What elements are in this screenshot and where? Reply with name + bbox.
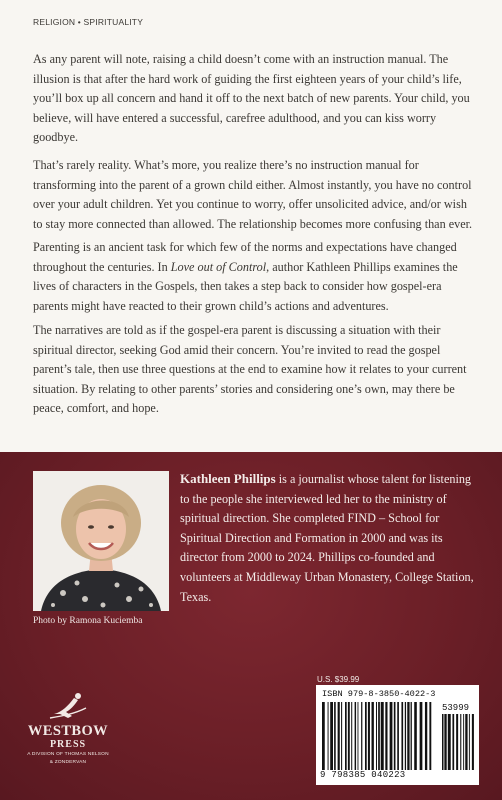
description-paragraph-4: The narratives are told as if the gospel-era parent is discussing a situation with their spiritual director, seeking God amid their concern. You’re invited to read the gospel parent’s tale, then use three questions at the end to examine how it relates to your current situation. By relating to other parents’ stories and considering one’s own, may there be peace, comfort, and hope. (33, 323, 467, 416)
runner-icon (48, 692, 88, 722)
publisher-logo (18, 692, 118, 792)
author-portrait-illustration (33, 471, 169, 611)
barcode-digits: 9 798385 040223 (320, 770, 406, 780)
category-label: RELIGION • SPIRITUALITY (33, 17, 144, 27)
author-bio (180, 469, 474, 607)
price-label: U.S. $39.99 (317, 675, 360, 684)
book-title: Love out of Control (170, 259, 267, 274)
publisher-division-1: A DIVISION OF THOMAS NELSON (27, 752, 109, 757)
barcode-supplement-bars (442, 714, 475, 770)
description-paragraph-2: That’s rarely reality. What’s more, you realize there’s no instruction manual for transforming into the parent of a grown child either. Almost instantly, you have no control over your adult children. Yet you continue to worry, offer unsolicited advice, and/or wish to stay more connected than allowed. The relationship becomes more confusing than ever. (33, 158, 473, 231)
paragraph-3-end: , author Kathleen Phillips examines the lives of characters in the Gospels, then takes a step back to consider how gospel-era parents might have reacted to their grown child’s actions and adventures. (33, 259, 458, 313)
photo-credit: Photo by Ramona Kuciemba (33, 616, 143, 626)
author-name: Kathleen Phillips (180, 471, 276, 486)
barcode-main-bars (322, 702, 434, 770)
author-photo (33, 471, 169, 611)
barcode-box (316, 685, 479, 785)
publisher-name-press: PRESS (49, 739, 87, 750)
publisher-name: WESTBOW (27, 723, 109, 739)
author-bio-text: is a journalist whose talent for listening to the people she interviewed led her to the ministry of spiritual direction. She completed FIND – School for Spiritual Direction and Formation in 2000 and was its director from 2000 to 2024. Phillips co-founded and volunteers at Middleway Urban Monastery, College Station, Texas. (180, 472, 474, 604)
publisher-division-2: & ZONDERVAN (49, 760, 87, 765)
isbn-text: ISBN 979-8-3850-4022-3 (322, 689, 436, 699)
description-paragraph-1: As any parent will note, raising a child doesn’t come with an instruction manual. The illusion is that after the hard work of guiding the first eighteen years of your child’s life, you’ll box up all concern and hand it off to the next batch of new parents. Your child, you believe, will have entered a successful, carefree adulthood, and you can kiss worry goodbye. (33, 52, 470, 145)
paragraph-3-start: Parenting is an ancient task for which few of the norms and expectations have changed throughout the centuries. In (33, 240, 457, 274)
description-paragraph-3 (33, 238, 473, 316)
barcode-supplement-number: 53999 (442, 703, 470, 713)
author-panel (0, 452, 502, 800)
